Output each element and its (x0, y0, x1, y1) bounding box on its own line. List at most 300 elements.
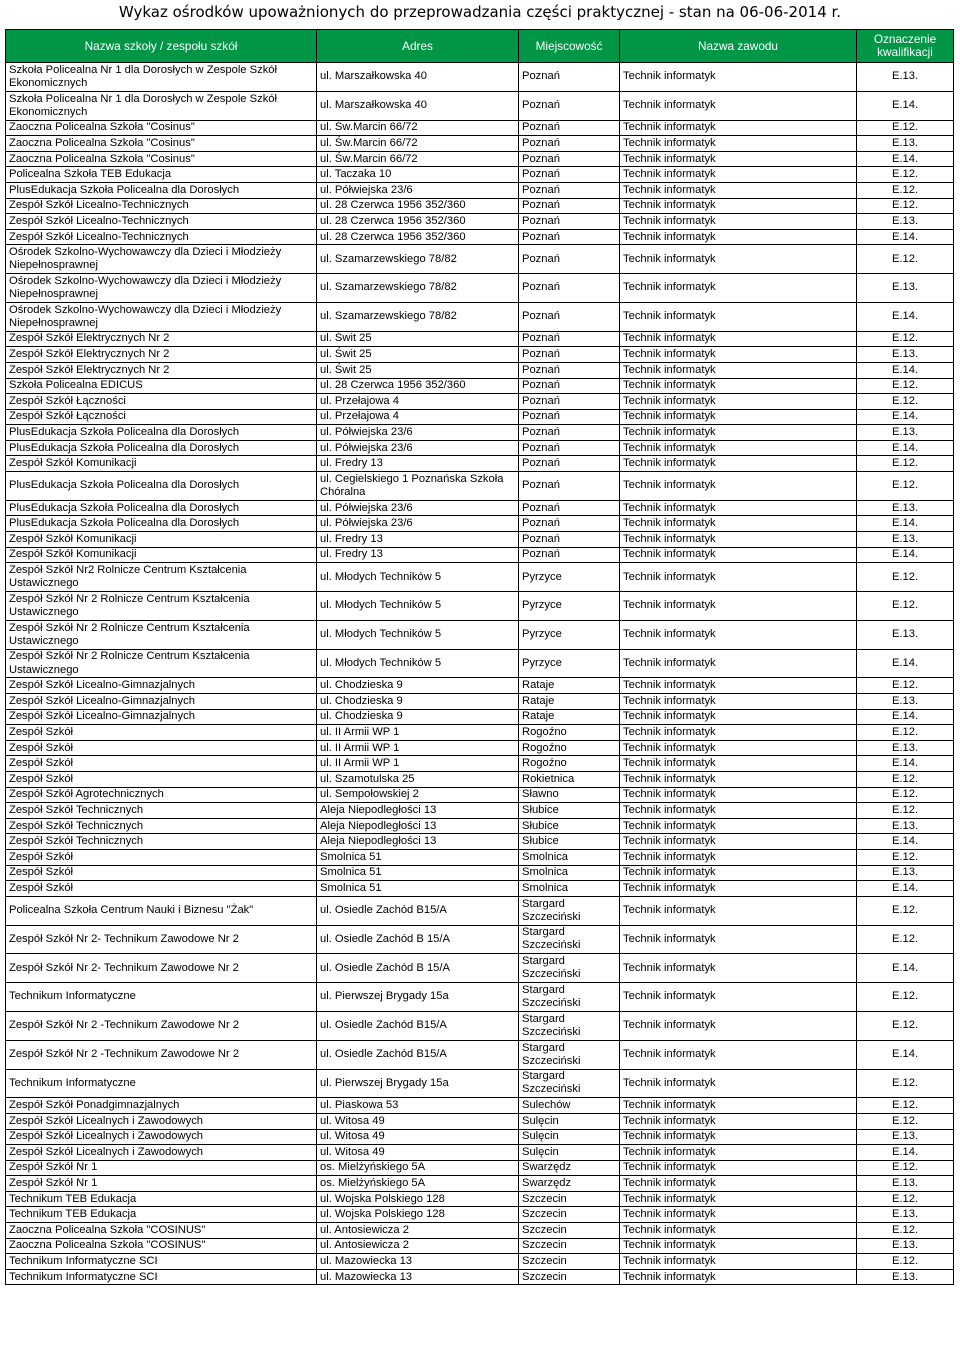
cell-profession: Technik informatyk (620, 925, 857, 954)
table-row (6, 563, 954, 592)
cell-qualification: E.12. (857, 198, 954, 214)
cell-profession: Technik informatyk (620, 803, 857, 819)
cell-qualification: E.12. (857, 896, 954, 925)
cell-qualification: E.13. (857, 136, 954, 152)
cell-address: ul. Fredry 13 (317, 456, 519, 472)
cell-qualification: E.12. (857, 563, 954, 592)
cell-city: Poznań (519, 500, 620, 516)
cell-qualification: E.13. (857, 1238, 954, 1254)
table-row (6, 302, 954, 331)
table-row (6, 136, 954, 152)
cell-qualification: E.12. (857, 803, 954, 819)
cell-school-name: Zespół Szkół Nr 2- Technikum Zawodowe Nr 2 (6, 954, 317, 983)
cell-city: Poznań (519, 516, 620, 532)
cell-profession: Technik informatyk (620, 1069, 857, 1098)
cell-profession: Technik informatyk (620, 229, 857, 245)
cell-address: ul. Sempołowskiej 2 (317, 787, 519, 803)
cell-city: Poznań (519, 229, 620, 245)
cell-address: ul. Osiedle Zachód B15/A (317, 896, 519, 925)
cell-city: Słubice (519, 818, 620, 834)
cell-city: Szczecin (519, 1238, 620, 1254)
cell-address: ul. Przełajowa 4 (317, 409, 519, 425)
table-row (6, 1207, 954, 1223)
cell-qualification: E.13. (857, 63, 954, 92)
cell-city: Rataje (519, 694, 620, 710)
cell-profession: Technik informatyk (620, 1269, 857, 1285)
table-row (6, 725, 954, 741)
cell-profession: Technik informatyk (620, 198, 857, 214)
cell-qualification: E.13. (857, 620, 954, 649)
table-row (6, 1145, 954, 1161)
table-row (6, 1223, 954, 1239)
cell-qualification: E.13. (857, 347, 954, 363)
table-row (6, 881, 954, 897)
cell-city: Stargard Szczeciński (519, 896, 620, 925)
cell-address: ul. II Armii WP 1 (317, 756, 519, 772)
cell-profession: Technik informatyk (620, 983, 857, 1012)
cell-profession: Technik informatyk (620, 1098, 857, 1114)
table-row (6, 803, 954, 819)
cell-profession: Technik informatyk (620, 532, 857, 548)
cell-profession: Technik informatyk (620, 1040, 857, 1069)
cell-address: ul. Fredry 13 (317, 532, 519, 548)
cell-city: Poznań (519, 302, 620, 331)
cell-profession: Technik informatyk (620, 347, 857, 363)
cell-qualification: E.13. (857, 694, 954, 710)
table-row (6, 818, 954, 834)
cell-city: Poznań (519, 331, 620, 347)
header-school-name: Nazwa szkoły / zespołu szkół (6, 30, 317, 63)
cell-address: ul. Witosa 49 (317, 1113, 519, 1129)
cell-profession: Technik informatyk (620, 849, 857, 865)
cell-qualification: E.14. (857, 1040, 954, 1069)
table-row (6, 182, 954, 198)
cell-city: Poznań (519, 167, 620, 183)
cell-address: ul. Półwiejska 23/6 (317, 500, 519, 516)
cell-city: Sławno (519, 787, 620, 803)
table-row (6, 1191, 954, 1207)
cell-address: ul. Półwiejska 23/6 (317, 182, 519, 198)
cell-address: ul. Chodzieska 9 (317, 678, 519, 694)
cell-qualification: E.13. (857, 274, 954, 303)
cell-city: Stargard Szczeciński (519, 954, 620, 983)
cell-address: ul. Szamarzewskiego 78/82 (317, 245, 519, 274)
table-row (6, 516, 954, 532)
cell-school-name: Zespół Szkół (6, 756, 317, 772)
cell-school-name: Zespół Szkół Nr2 Rolnicze Centrum Kształcenia Ustawicznego (6, 563, 317, 592)
cell-profession: Technik informatyk (620, 425, 857, 441)
cell-address: ul. Cegielskiego 1 Poznańska Szkoła Chóralna (317, 472, 519, 501)
cell-address: ul. Półwiejska 23/6 (317, 440, 519, 456)
cell-profession: Technik informatyk (620, 881, 857, 897)
table-row (6, 1040, 954, 1069)
table-row (6, 472, 954, 501)
cell-school-name: PlusEdukacja Szkoła Policealna dla Dorosłych (6, 500, 317, 516)
cell-city: Poznań (519, 136, 620, 152)
cell-profession: Technik informatyk (620, 151, 857, 167)
cell-qualification: E.14. (857, 709, 954, 725)
cell-school-name: Zespół Szkół Ponadgimnazjalnych (6, 1098, 317, 1114)
cell-school-name: Zespół Szkół Nr 2 -Technikum Zawodowe Nr 2 (6, 1011, 317, 1040)
cell-city: Smolnica (519, 881, 620, 897)
cell-profession: Technik informatyk (620, 592, 857, 621)
cell-school-name: Zaoczna Policealna Szkoła "COSINUS" (6, 1223, 317, 1239)
cell-school-name: Zaoczna Policealna Szkoła "COSINUS" (6, 1238, 317, 1254)
cell-profession: Technik informatyk (620, 772, 857, 788)
cell-profession: Technik informatyk (620, 709, 857, 725)
cell-profession: Technik informatyk (620, 362, 857, 378)
table-row (6, 532, 954, 548)
table-row (6, 547, 954, 563)
cell-address: os. Mielżyńskiego 5A (317, 1176, 519, 1192)
cell-school-name: Zespół Szkół (6, 725, 317, 741)
cell-city: Słubice (519, 803, 620, 819)
cell-city: Poznań (519, 394, 620, 410)
cell-school-name: Technikum Informatyczne (6, 1069, 317, 1098)
cell-qualification: E.13. (857, 500, 954, 516)
cell-address: ul. Świt 25 (317, 331, 519, 347)
cell-address: ul. Młodych Techników 5 (317, 649, 519, 678)
table-row (6, 1254, 954, 1270)
cell-school-name: Zespół Szkół Nr 2 Rolnicze Centrum Kształcenia Ustawicznego (6, 649, 317, 678)
cell-city: Sulęcin (519, 1145, 620, 1161)
cell-city: Poznań (519, 440, 620, 456)
table-row (6, 983, 954, 1012)
cell-city: Poznań (519, 120, 620, 136)
cell-profession: Technik informatyk (620, 620, 857, 649)
cell-school-name: Zespół Szkół Łączności (6, 394, 317, 410)
cell-qualification: E.12. (857, 1254, 954, 1270)
cell-school-name: Zespół Szkół (6, 849, 317, 865)
cell-qualification: E.14. (857, 954, 954, 983)
table-row (6, 694, 954, 710)
table-row (6, 198, 954, 214)
cell-qualification: E.12. (857, 456, 954, 472)
cell-qualification: E.14. (857, 649, 954, 678)
cell-qualification: E.12. (857, 1160, 954, 1176)
cell-city: Poznań (519, 182, 620, 198)
cell-school-name: Ośrodek Szkolno-Wychowawczy dla Dzieci i Młodzieży Niepełnosprawnej (6, 274, 317, 303)
cell-qualification: E.12. (857, 1011, 954, 1040)
cell-qualification: E.14. (857, 151, 954, 167)
table-row (6, 865, 954, 881)
cell-address: ul. Wojska Polskiego 128 (317, 1207, 519, 1223)
cell-school-name: Policealna Szkoła Centrum Nauki i Biznesu "Żak" (6, 896, 317, 925)
cell-school-name: PlusEdukacja Szkoła Policealna dla Dorosłych (6, 440, 317, 456)
cell-city: Sulechów (519, 1098, 620, 1114)
cell-profession: Technik informatyk (620, 896, 857, 925)
cell-school-name: Ośrodek Szkolno-Wychowawczy dla Dzieci i Młodzieży Niepełnosprawnej (6, 302, 317, 331)
cell-profession: Technik informatyk (620, 182, 857, 198)
table-row (6, 440, 954, 456)
cell-city: Poznań (519, 245, 620, 274)
cell-address: Smolnica 51 (317, 849, 519, 865)
cell-address: Smolnica 51 (317, 881, 519, 897)
cell-city: Szczecin (519, 1269, 620, 1285)
cell-city: Poznań (519, 214, 620, 230)
cell-qualification: E.12. (857, 472, 954, 501)
cell-profession: Technik informatyk (620, 563, 857, 592)
cell-school-name: Zespół Szkół Komunikacji (6, 547, 317, 563)
table-row (6, 1160, 954, 1176)
cell-qualification: E.12. (857, 787, 954, 803)
cell-city: Poznań (519, 63, 620, 92)
cell-profession: Technik informatyk (620, 274, 857, 303)
cell-city: Swarzędz (519, 1160, 620, 1176)
table-row (6, 63, 954, 92)
cell-address: ul. Antosiewicza 2 (317, 1238, 519, 1254)
cell-address: ul. 28 Czerwca 1956 352/360 (317, 198, 519, 214)
cell-address: ul. Świt 25 (317, 362, 519, 378)
cell-city: Pyrzyce (519, 620, 620, 649)
cell-address: ul. II Armii WP 1 (317, 740, 519, 756)
cell-city: Poznań (519, 362, 620, 378)
cell-profession: Technik informatyk (620, 440, 857, 456)
table-row (6, 214, 954, 230)
cell-qualification: E.12. (857, 331, 954, 347)
cell-school-name: Zespół Szkół (6, 772, 317, 788)
cell-profession: Technik informatyk (620, 756, 857, 772)
cell-qualification: E.13. (857, 214, 954, 230)
table-row (6, 1113, 954, 1129)
cell-school-name: Technikum TEB Edukacja (6, 1207, 317, 1223)
table-row (6, 245, 954, 274)
cell-profession: Technik informatyk (620, 725, 857, 741)
table-row (6, 425, 954, 441)
cell-qualification: E.13. (857, 865, 954, 881)
cell-city: Pyrzyce (519, 592, 620, 621)
cell-qualification: E.12. (857, 167, 954, 183)
cell-school-name: Szkoła Policealna EDICUS (6, 378, 317, 394)
cell-qualification: E.12. (857, 1223, 954, 1239)
cell-city: Szczecin (519, 1191, 620, 1207)
cell-profession: Technik informatyk (620, 1191, 857, 1207)
table-row (6, 1129, 954, 1145)
cell-city: Poznań (519, 378, 620, 394)
table-row (6, 925, 954, 954)
cell-qualification: E.14. (857, 547, 954, 563)
cell-qualification: E.14. (857, 516, 954, 532)
cell-school-name: Zespół Szkół Nr 2 Rolnicze Centrum Kształcenia Ustawicznego (6, 620, 317, 649)
cell-school-name: Zespół Szkół Nr 2- Technikum Zawodowe Nr 2 (6, 925, 317, 954)
cell-profession: Technik informatyk (620, 63, 857, 92)
cell-city: Poznań (519, 409, 620, 425)
cell-address: ul. Szamotulska 25 (317, 772, 519, 788)
cell-profession: Technik informatyk (620, 694, 857, 710)
cell-city: Pyrzyce (519, 563, 620, 592)
cell-school-name: Zespół Szkół Licealnych i Zawodowych (6, 1129, 317, 1145)
cell-profession: Technik informatyk (620, 1207, 857, 1223)
table-row (6, 954, 954, 983)
cell-address: ul. Świt 25 (317, 347, 519, 363)
cell-qualification: E.13. (857, 1269, 954, 1285)
cell-city: Stargard Szczeciński (519, 1011, 620, 1040)
cell-profession: Technik informatyk (620, 472, 857, 501)
cell-school-name: Zespół Szkół Licealno-Gimnazjalnych (6, 709, 317, 725)
cell-address: ul. Św.Marcin 66/72 (317, 120, 519, 136)
cell-qualification: E.13. (857, 1207, 954, 1223)
cell-profession: Technik informatyk (620, 136, 857, 152)
cell-qualification: E.12. (857, 725, 954, 741)
cell-school-name: PlusEdukacja Szkoła Policealna dla Dorosłych (6, 182, 317, 198)
cell-qualification: E.12. (857, 120, 954, 136)
cell-city: Smolnica (519, 865, 620, 881)
table-row (6, 772, 954, 788)
header-address: Adres (317, 30, 519, 63)
cell-school-name: Zespół Szkół Komunikacji (6, 456, 317, 472)
cell-school-name: Zespół Szkół Nr 2 Rolnicze Centrum Kształcenia Ustawicznego (6, 592, 317, 621)
cell-address: ul. Półwiejska 23/6 (317, 425, 519, 441)
cell-address: ul. Mazowiecka 13 (317, 1269, 519, 1285)
cell-address: ul. Witosa 49 (317, 1129, 519, 1145)
cell-qualification: E.12. (857, 983, 954, 1012)
cell-school-name: Zespół Szkół Technicznych (6, 834, 317, 850)
cell-address: ul. Pierwszej Brygady 15a (317, 983, 519, 1012)
table-body (6, 63, 954, 1285)
cell-city: Poznań (519, 274, 620, 303)
cell-qualification: E.12. (857, 678, 954, 694)
cell-qualification: E.13. (857, 740, 954, 756)
cell-school-name: Policealna Szkoła TEB Edukacja (6, 167, 317, 183)
cell-address: ul. Marszałkowska 40 (317, 63, 519, 92)
cell-address: Aleja Niepodległości 13 (317, 818, 519, 834)
cell-qualification: E.12. (857, 592, 954, 621)
cell-address: ul. Taczaka 10 (317, 167, 519, 183)
cell-qualification: E.12. (857, 394, 954, 410)
cell-address: Smolnica 51 (317, 865, 519, 881)
cell-school-name: Ośrodek Szkolno-Wychowawczy dla Dzieci i Młodzieży Niepełnosprawnej (6, 245, 317, 274)
cell-school-name: Technikum Informatyczne SCI (6, 1254, 317, 1270)
table-row (6, 740, 954, 756)
cell-city: Stargard Szczeciński (519, 925, 620, 954)
cell-profession: Technik informatyk (620, 1113, 857, 1129)
cell-profession: Technik informatyk (620, 516, 857, 532)
table-row (6, 151, 954, 167)
cell-profession: Technik informatyk (620, 245, 857, 274)
cell-school-name: Technikum Informatyczne SCI (6, 1269, 317, 1285)
table-row (6, 1069, 954, 1098)
cell-address: ul. Szamarzewskiego 78/82 (317, 302, 519, 331)
cell-school-name: Zespół Szkół Licealno-Technicznych (6, 229, 317, 245)
cell-address: ul. Chodzieska 9 (317, 694, 519, 710)
cell-address: ul. II Armii WP 1 (317, 725, 519, 741)
cell-address: ul. Fredry 13 (317, 547, 519, 563)
cell-school-name: Zespół Szkół Licealno-Gimnazjalnych (6, 694, 317, 710)
cell-school-name: Zespół Szkół (6, 865, 317, 881)
cell-address: ul. Mazowiecka 13 (317, 1254, 519, 1270)
table-row (6, 91, 954, 120)
cell-city: Smolnica (519, 849, 620, 865)
cell-profession: Technik informatyk (620, 678, 857, 694)
cell-school-name: Zespół Szkół Licealnych i Zawodowych (6, 1113, 317, 1129)
cell-school-name: Zespół Szkół (6, 881, 317, 897)
cell-profession: Technik informatyk (620, 167, 857, 183)
cell-profession: Technik informatyk (620, 500, 857, 516)
cell-school-name: Zespół Szkół Licealno-Technicznych (6, 214, 317, 230)
cell-qualification: E.13. (857, 818, 954, 834)
cell-profession: Technik informatyk (620, 954, 857, 983)
cell-address: ul. Młodych Techników 5 (317, 592, 519, 621)
cell-profession: Technik informatyk (620, 394, 857, 410)
cell-city: Stargard Szczeciński (519, 983, 620, 1012)
table-header-row (6, 30, 954, 63)
cell-school-name: Zespół Szkół Agrotechnicznych (6, 787, 317, 803)
cell-city: Poznań (519, 198, 620, 214)
table-row (6, 649, 954, 678)
header-qualification: Oznaczenie kwalifikacji (857, 30, 954, 63)
cell-school-name: Zespół Szkół Nr 1 (6, 1176, 317, 1192)
table-row (6, 709, 954, 725)
cell-address: ul. Osiedle Zachód B15/A (317, 1040, 519, 1069)
cell-city: Poznań (519, 151, 620, 167)
table-row (6, 1176, 954, 1192)
cell-school-name: Zespół Szkół Technicznych (6, 818, 317, 834)
table-row (6, 756, 954, 772)
cell-qualification: E.13. (857, 1129, 954, 1145)
cell-profession: Technik informatyk (620, 818, 857, 834)
cell-qualification: E.14. (857, 409, 954, 425)
cell-profession: Technik informatyk (620, 378, 857, 394)
cell-school-name: Zespół Szkół Elektrycznych Nr 2 (6, 347, 317, 363)
cell-school-name: Zespół Szkół Licealno-Gimnazjalnych (6, 678, 317, 694)
cell-qualification: E.12. (857, 245, 954, 274)
cell-address: ul. Św.Marcin 66/72 (317, 151, 519, 167)
cell-qualification: E.14. (857, 756, 954, 772)
cell-address: ul. Piaskowa 53 (317, 1098, 519, 1114)
cell-qualification: E.12. (857, 1191, 954, 1207)
table-row (6, 1269, 954, 1285)
table-row (6, 394, 954, 410)
cell-city: Rogoźno (519, 725, 620, 741)
cell-profession: Technik informatyk (620, 547, 857, 563)
cell-profession: Technik informatyk (620, 1011, 857, 1040)
cell-profession: Technik informatyk (620, 91, 857, 120)
cell-school-name: Szkoła Policealna Nr 1 dla Dorosłych w Zespole Szkół Ekonomicznych (6, 91, 317, 120)
cell-school-name: Zespół Szkół Łączności (6, 409, 317, 425)
cell-profession: Technik informatyk (620, 865, 857, 881)
cell-qualification: E.13. (857, 1176, 954, 1192)
cell-city: Pyrzyce (519, 649, 620, 678)
cell-qualification: E.14. (857, 91, 954, 120)
cell-address: os. Mielżyńskiego 5A (317, 1160, 519, 1176)
table-row (6, 1238, 954, 1254)
cell-school-name: Technikum Informatyczne (6, 983, 317, 1012)
cell-qualification: E.14. (857, 362, 954, 378)
cell-city: Poznań (519, 532, 620, 548)
cell-city: Poznań (519, 347, 620, 363)
cell-profession: Technik informatyk (620, 214, 857, 230)
cell-address: Aleja Niepodległości 13 (317, 803, 519, 819)
cell-school-name: Zespół Szkół Nr 2 -Technikum Zawodowe Nr 2 (6, 1040, 317, 1069)
table-row (6, 167, 954, 183)
header-city: Miejscowość (519, 30, 620, 63)
cell-city: Rogoźno (519, 740, 620, 756)
cell-city: Stargard Szczeciński (519, 1040, 620, 1069)
cell-city: Swarzędz (519, 1176, 620, 1192)
cell-school-name: Zaoczna Policealna Szkoła "Cosinus" (6, 151, 317, 167)
cell-city: Poznań (519, 456, 620, 472)
table-row (6, 1011, 954, 1040)
cell-school-name: Technikum TEB Edukacja (6, 1191, 317, 1207)
cell-address: ul. Antosiewicza 2 (317, 1223, 519, 1239)
table-row (6, 620, 954, 649)
table-row (6, 834, 954, 850)
cell-qualification: E.12. (857, 1098, 954, 1114)
cell-qualification: E.12. (857, 772, 954, 788)
table-row (6, 787, 954, 803)
cell-city: Sulęcin (519, 1129, 620, 1145)
cell-qualification: E.12. (857, 378, 954, 394)
